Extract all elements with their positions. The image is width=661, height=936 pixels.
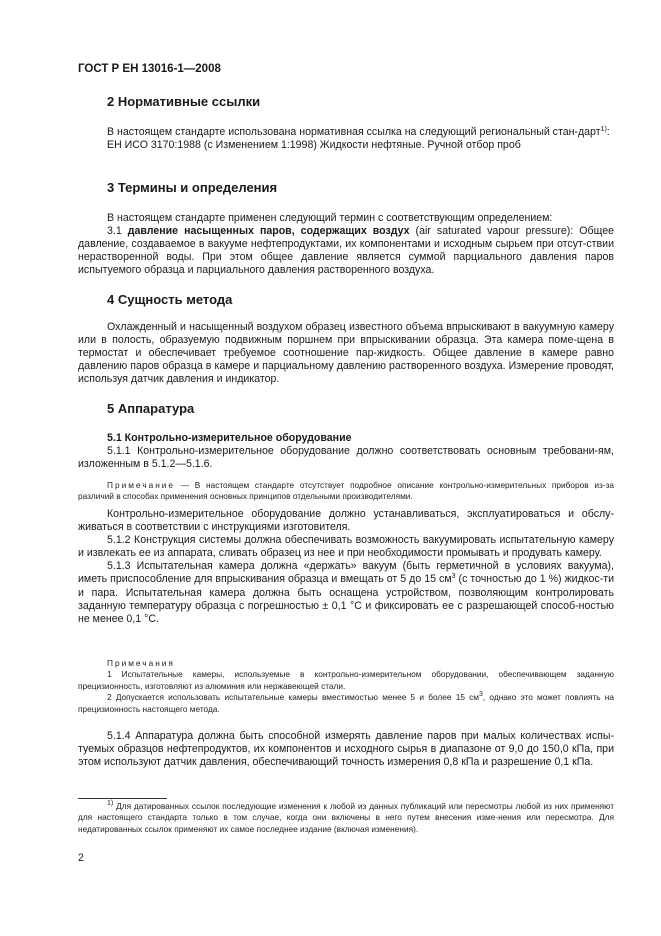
clause-5-1-2: 5.1.2 Конструкция системы должна обеспечивать возможность вакуумировать испытательную камеру и извлекать ее из аппарата, сливать образец из нее и при необходимости промывать и продувать камеру. [78, 534, 614, 560]
section-3-intro: В настоящем стандарте применен следующий термин с соответствующим определением: [107, 212, 553, 224]
footnote: $^{1)}$ Для датированных ссылок последующие изменения к любой из данных публикаций или пересмотры любой из них применяют для настоящего стандарта только в том случае, когда они включены в него путем внесения изме-нения или пересмотра. Для недатированных ссылок применяют их самое последнее издание (включая изменения). [78, 800, 614, 834]
note-5-1-1: Примечание — В настоящем стандарте отсутствует подробное описание контрольно-измерительных приборов из-за различий в способах применения основных принципов отдельными производителями. [78, 480, 614, 502]
footnote-divider [78, 798, 167, 799]
installation-paragraph: Контрольно-измерительное оборудование должно устанавливаться, эксплуатироваться и обслу-живаться в соответствии с инструкциями изготовителя. [78, 508, 614, 534]
note-item-1: 1 Испытательные камеры, используемые в контрольно-измерительном оборудовании, обеспечивающем заданную прецизионность, изготовляют из алюминия или нержавеющей стали. [78, 669, 614, 691]
notes-5-1-3 [78, 658, 614, 715]
document-header: ГОСТ Р ЕН 13016-1—2008 [78, 63, 221, 75]
notes-label: Примечания [107, 658, 175, 668]
section-5-heading: 5 Аппаратура [107, 401, 195, 416]
clause-5-1-3: 5.1.3 Испытательная камера должна «держать» вакуум (быть герметичной в условиях вакуума), иметь приспособление для впрыскивания образца и вмещать от 5 до 15 $см^3$ (с точностью до 1 %) жидкос-ти и пара. Испытательная камера должна быть оснащена устройством, позволяющим контролировать заданную температуру образца с погрешностью ± 0,1 °С и фиксировать ее с разрешающей способ-ностью не менее 0,1 °С. [78, 560, 614, 625]
section-4-heading: 4 Сущность метода [107, 292, 233, 307]
section-3-body [78, 212, 614, 277]
note-label: Примечание [107, 480, 176, 490]
page-number: 2 [78, 852, 84, 864]
section-3-heading: 3 Термины и определения [107, 180, 278, 195]
note-item-2: 2 Допускается использовать испытательные камеры вместимостью менее 5 и более 15 $см^3$, однако это может повлиять на прецизионность настоящего метода. [78, 691, 614, 714]
section-2-paragraph: В настоящем стандарте использована нормативная ссылка на следующий региональный стан-дарт$^{1)}$: [107, 126, 610, 138]
term-name: давление насыщенных паров, содержащих воздух [127, 225, 410, 238]
section-5-body-a [78, 432, 614, 471]
section-2-heading: 2 Нормативные ссылки [107, 94, 261, 109]
section-4-paragraph: Охлажденный и насыщенный воздухом образец известного объема впрыскивают в вакуумную камеру или в полость, образуемую подвижным поршнем при впрыскивании образца. Эта камера поме-щена в термостат и обеспечивает требуемое соотношение пар-жидкость. Общее давление в камере равно давлению паров образца в камере и парциальному давлению растворенного воздуха. Измерение проводят, используя датчик давления и индикатор. [78, 321, 614, 386]
footnote-ref: 1) [600, 126, 607, 133]
term-definition: 3.1 давление насыщенных паров, содержащих воздух (air saturated vapour pressure): Общее давление, создаваемое в вакууме нефтепродуктами, их компонентами и исходным сырьем при отсут-ствии нерастворенной воды. При этом общее давление является суммой парциального давления паров испытуемого образца и парциального давления растворенного воздуха. [78, 225, 614, 277]
normative-reference: ЕН ИСО 3170:1988 (с Изменением 1:1998) Жидкости нефтяные. Ручной отбор проб [107, 139, 521, 152]
section-2-body [78, 126, 614, 152]
clause-5-1-1: 5.1.1 Контрольно-измерительное оборудование должно соответствовать основным требовани-ям, изложенным в 5.1.2—5.1.6. [78, 445, 614, 471]
section-4-body [78, 321, 614, 386]
section-5-body-c [78, 730, 614, 769]
clause-5-1-4: 5.1.4 Аппаратура должна быть способной измерять давление паров при малых количествах испы-туемых образцов нефтепродуктов, их компонентов и исходного сырья в диапазоне от 9,0 до 150,0 кПа, при этом используют датчик давления, обеспечивающий точность измерения 0,8 кПа и разрешение 0,1 кПа. [78, 730, 614, 769]
section-5-body-b [78, 508, 614, 626]
subsection-5-1-heading: 5.1 Контрольно-измерительное оборудование [107, 432, 352, 444]
